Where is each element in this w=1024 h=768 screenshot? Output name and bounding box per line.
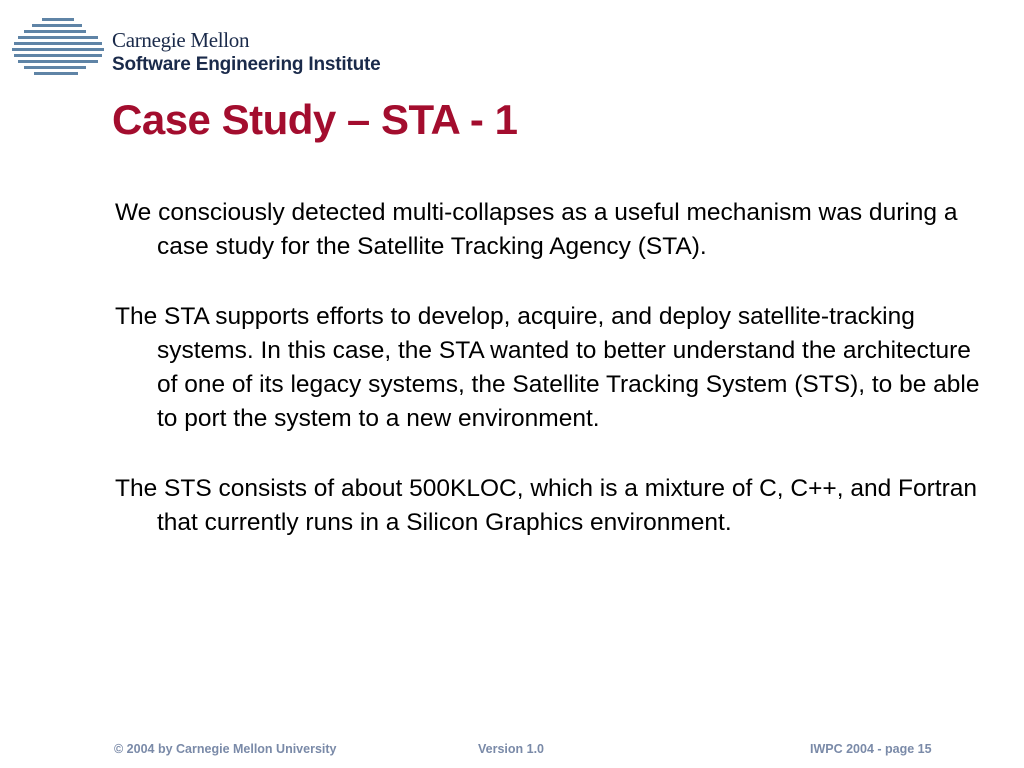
slide-body bbox=[115, 196, 985, 576]
footer-version: Version 1.0 bbox=[478, 742, 545, 756]
logo-institute-name: Software Engineering Institute bbox=[112, 54, 381, 75]
slide-title: Case Study – STA - 1 bbox=[112, 96, 518, 143]
footer-copyright: © 2004 by Carnegie Mellon University bbox=[114, 742, 337, 756]
body-paragraph: We consciously detected multi-collapses as a useful mechanism was during a case study for the Satellite Tracking Agency (STA). bbox=[115, 199, 958, 260]
footer-page-number: IWPC 2004 - page 15 bbox=[810, 742, 932, 756]
body-paragraph: The STA supports efforts to develop, acquire, and deploy satellite-tracking systems. In this case, the STA wanted to better understand the architecture of one of its legacy systems, the Satellite Tracking System (STS), to be able to port the system to a new environment. bbox=[115, 303, 980, 432]
sei-striped-logo-icon bbox=[12, 18, 104, 78]
logo-university-name: Carnegie Mellon bbox=[112, 28, 250, 52]
logo-wordmark bbox=[112, 30, 380, 74]
body-paragraph: The STS consists of about 500KLOC, which is a mixture of C, C++, and Fortran that currently runs in a Silicon Graphics environment. bbox=[115, 475, 977, 536]
